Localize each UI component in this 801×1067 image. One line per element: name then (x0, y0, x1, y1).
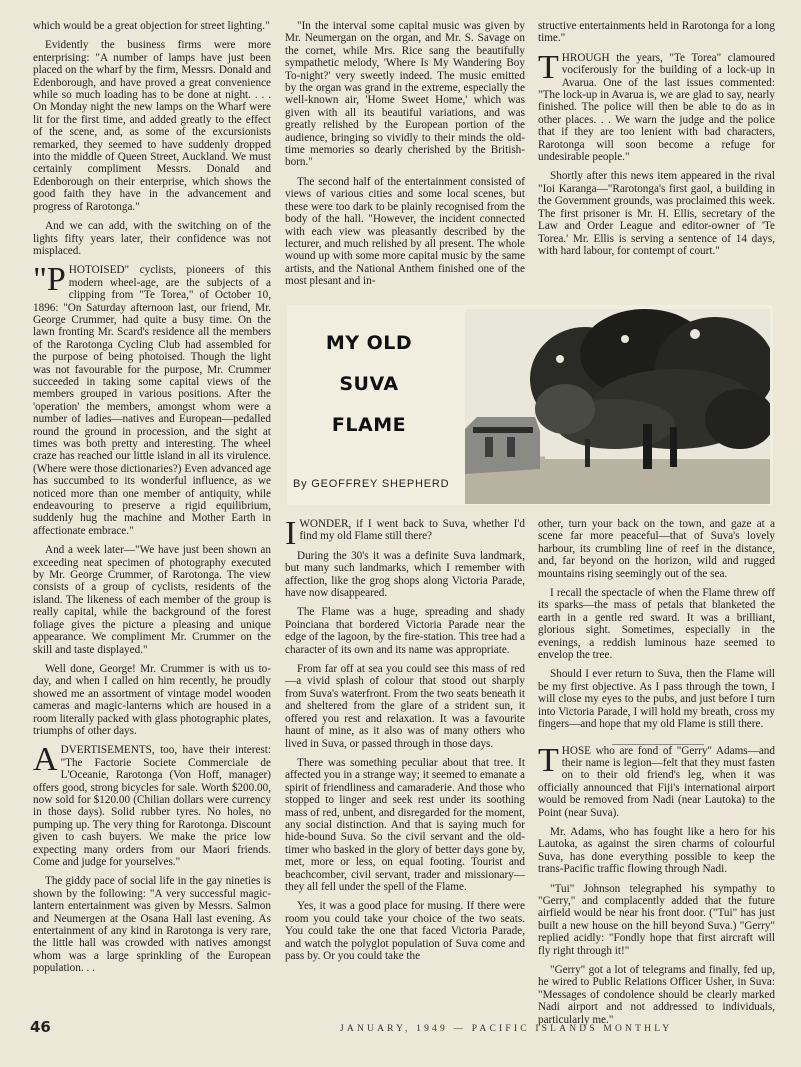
byline: By GEOFFREY SHEPHERD (293, 478, 450, 490)
paragraph-dropcap: ADVERTISEMENTS, too, have their interest: "The Factorie Societe Commerciale de L'Oceanie, Rarotonga (Von Hoff, manager) offers good, strong bicycles for sale. Worth $200.00, now sold for $120.00 (Chilian dollars were currency in those days). Solid rubber tyres. No holes, no pumping up. The very thing for Rarotonga. Discount given to cash buyers. We make the price low expecting many orders from our Maori friends. Come and judge for yourselves." (33, 741, 271, 868)
paragraph: Shortly after this news item appeared in the rival "Ioi Karanga—"Rarotonga's first gaol, a building in the Government grounds, was proclaimed this week. The first prisoner is Mr. H. Ellis, secretary of the Law and Order League and editor-owner of 'Te Torea.' Mr. Ellis is serving a sentence of 14 days, with hard labour, for contempt of court." (538, 170, 775, 257)
paragraph: structive entertainments held in Rarotonga for a long time." (538, 20, 775, 45)
paragraph: Yes, it was a good place for musing. If there were room you could take your choice of the two seats. You could take the one that faced Victoria Parade, and watch the polyglot population of Suva come and pass by. Or you could take the (285, 900, 525, 962)
paragraph: And we can add, with the switching on of the lights fifty years later, their confidence was not misplaced. (33, 220, 271, 257)
drop-cap-letter: T (538, 741, 559, 779)
paragraph: I recall the spectacle of when the Flame threw off its sparks—the mass of petals that blanketed the earth in a gentle red sward. It was a brilliant, glorious sight. Sometimes, especially in the evenings, a reddish luminous haze seemed to envelop the tree. (538, 587, 775, 662)
paragraph-dropcap: "PHOTOISED" cyclists, pioneers of this modern wheel-age, are the subjects of a clipping from "Te Torea," of October 10, 1896: "On Saturday afternoon last, our friend, Mr. George Crummer, had quite a busy time. On the lawn fronting Mr. Scard's residence all the members of the Rarotonga Cycling Club had assembled for the purpose of being photoised. Though the light was not favourable for the purpose, Mr. Crummer succeeded in taking some capital views of the members grouped in various positions. After the 'operation' the members, amongst whom were a number of ladies—natives and European—pedalled round the ground in procession, and the sight at times was both pretty and interesting. The wheel craze has reached our little island in all its virulence. (Where were those dictionaries?) Even advanced age has succumbed to its wonderful influence, as we noticed more than one member of antiquity, while endeavouring to preserve a rigid equilibrium, suddenly hug the machine and Mother Earth in affectionate embrace." (33, 261, 271, 537)
paragraph: There was something peculiar about that tree. It affected you in a strange way; it seemed to emanate a spirit of friendliness and camaraderie. And those who stopped to linger and seek rest under its soothing mass of red, unbent, and disregarded for the moment, any social distinction. And that is saying much for hide-bound Suva. So the civil servant and the old-timer who basked in the glory of better days gone by, met, more or less, on equal footing. Tourist and beachcomber, civil servant, trader and missionary—they all fell under the spell of the Flame. (285, 756, 525, 893)
feature-title (299, 323, 439, 446)
paragraph: And a week later—"We have just been shown an exceeding neat specimen of photography executed by Mr. George Crummer, of Rarotonga. The view consists of a group of cyclists, residents of the island. The likeness of each member of the group is really capital, while the background of the forest foliage gives the picture a pleasing and unique appearance. We compliment Mr. Crummer on the skill and taste displayed." (33, 544, 271, 656)
feature-title-line: FLAME (331, 414, 407, 436)
paragraph-dropcap: I WONDER, if I went back to Suva, whether I'd find my old Flame still there? (285, 518, 525, 552)
paragraph: "Tui" Johnson telegraphed his sympathy to "Gerry," and complacently added that the future airfield would be near his front door. ("Tui" has just built a new house on the hill beyond Suva.) "Gerry" replied acidly: "Fondly hope that first aircraft will fly right through it!" (538, 882, 775, 957)
column-3 (538, 20, 775, 290)
paragraph: other, turn your back on the town, and gaze at a scene far more peaceful—that of Suva's lovely harbour, its crumbling line of reef in the distance, and, far beyond on the horizon, wild and rugged mountains rising seemingly out of the sea. (538, 518, 775, 580)
page-number: 46 (30, 1018, 51, 1036)
paragraph: which would be a great objection for street lighting." (33, 20, 270, 32)
drop-cap-letter: I (285, 518, 297, 552)
paragraph: Well done, George! Mr. Crummer is with us to-day, and when I called on him recently, he proudly showed me an assortment of vintage model wooden cameras and magic-lanterns which are housed in a room literally packed with glass photographic plates, triumphs of other days. (33, 662, 271, 737)
paragraph: "In the interval some capital music was given by Mr. Neumergan on the organ, and Mr. S. Savage on the cornet, while Mrs. Rice sang the beautifully sympathetic melody, 'Where Is My Wandering Boy To-night?' very sweetly indeed. The music emitted by the organ was grand in the extreme, especially the well-known air, 'Home Sweet Home,' which was given with all its beautiful variations, and was greatly relished by the European portion of the audience, bringing so vividly to their minds the old-time memories so dearly cherished by the British-born." (285, 20, 525, 169)
column-3-article (538, 518, 775, 1033)
paragraph: The Flame was a huge, spreading and shady Poinciana that bordered Victoria Parade near the edge of the lagoon, by the fire-station. This tree had a character of its own and its name was appropriate. (285, 606, 525, 656)
column-2-article (285, 518, 525, 1033)
paragraph: The giddy pace of social life in the gay nineties is shown by the following: "A very successful magic-lantern entertainment was given by Messrs. Salmon and Neumergen at the Osana Hall last evening. As entertainment of any kind in Rarotonga is very rare, the little hall was crowded with natives amongst whom was a large sprinkling of the European population. . . (33, 875, 271, 975)
footer-issue-line: JANUARY, 1949 — PACIFIC ISLANDS MONTHLY (340, 1024, 673, 1034)
column-2 (285, 20, 525, 290)
drop-cap-letter: T (538, 48, 559, 86)
feature-header (287, 305, 773, 505)
drop-cap-letter: A (33, 741, 58, 779)
paragraph: Should I ever return to Suva, then the Flame will be my first objective. As I pass through the town, I will close my eyes to the pubs, and just before I turn into Victoria Parade, I will hold my breath, cross my fingers—and hope that my old Flame is still there. (538, 668, 775, 731)
feature-title-line: SUVA (339, 373, 399, 395)
feature-title-line: MY OLD (325, 332, 413, 354)
paragraph: Mr. Adams, who has fought like a hero for his Lautoka, as against the siren charms of colourful Suva, has done everything possible to keep the trans-Pacific traffic flowing through Nadi. (538, 825, 775, 876)
paragraph-dropcap: THROUGH the years, "Te Torea" clamoured vociferously for the building of a lock-up in Avarua. One of the last issues commented: "The lock-up in Avarua is, we are glad to say, nearly finished. The police will then be able to do as in other places. . . We warn the judge and the police that if they are too lenient with bad characters, Rarotonga will soon become a refuge for undesirable people." (538, 48, 775, 164)
paragraph-dropcap: THOSE who are fond of "Gerry" Adams—and their name is legion—felt that they must fasten on to their old friend's leg, when it was officially announced that Fiji's international airport would be removed from Nadi (near Lautoka) to the Point (near Suva). (538, 741, 775, 819)
paragraph: "Gerry" got a lot of telegrams and finally, fed up, he wired to Public Relations Officer Usher, in Suva: "Messages of condolence should be clearly marked Nadi airport and not addressed to individuals, particularly me." (538, 964, 775, 1026)
drop-cap-letter: "P (33, 261, 66, 299)
flame-tree-photo (465, 309, 770, 504)
paragraph: The second half of the entertainment consisted of views of various cities and some local scenes, but these were too dark to be plainly recognised from the body of the hall. "However, the incident connected with each view was pleasantly described by the lecturer, and much relished by all present. The whole wound up with some more capital music by the same artists, and the National Anthem finished one of the most plesant and in- (285, 175, 525, 288)
paragraph: Evidently the business firms were more enterprising: "A number of lamps have just been placed on the wharf by the firm, Messrs. Donald and Edenborough, and have proved a great convenience while so much loading has to be done at night. . . . On Monday night the new lamps on the Wharf were lit for the first time, and added greatly to the effect of the scene, and, as some of the excursionists remarked, they seemed to have suddenly dropped into the middle of Queen Street, Auckland. We must certainly compliment Messrs. Donald and Edenborough on their enterprise, which shows the good faith they have in the advancement and progress of Rarotonga." (33, 39, 271, 213)
paragraph: During the 30's it was a definite Suva landmark, but many such landmarks, which I remember with affection, like the grog shops along Victoria Parade, have now disappeared. (285, 549, 525, 600)
column-1 (33, 20, 271, 1030)
paragraph: From far off at sea you could see this mass of red—a vivid splash of colour that stood out sharply from Suva's waterfront. From the two seats beneath it and sheltered from the glare of a strident sun, it offered you rest and relaxation. It was a favourite haunt of mine, as it also was of many others who lived in Suva, or passed through in those days. (285, 663, 525, 750)
